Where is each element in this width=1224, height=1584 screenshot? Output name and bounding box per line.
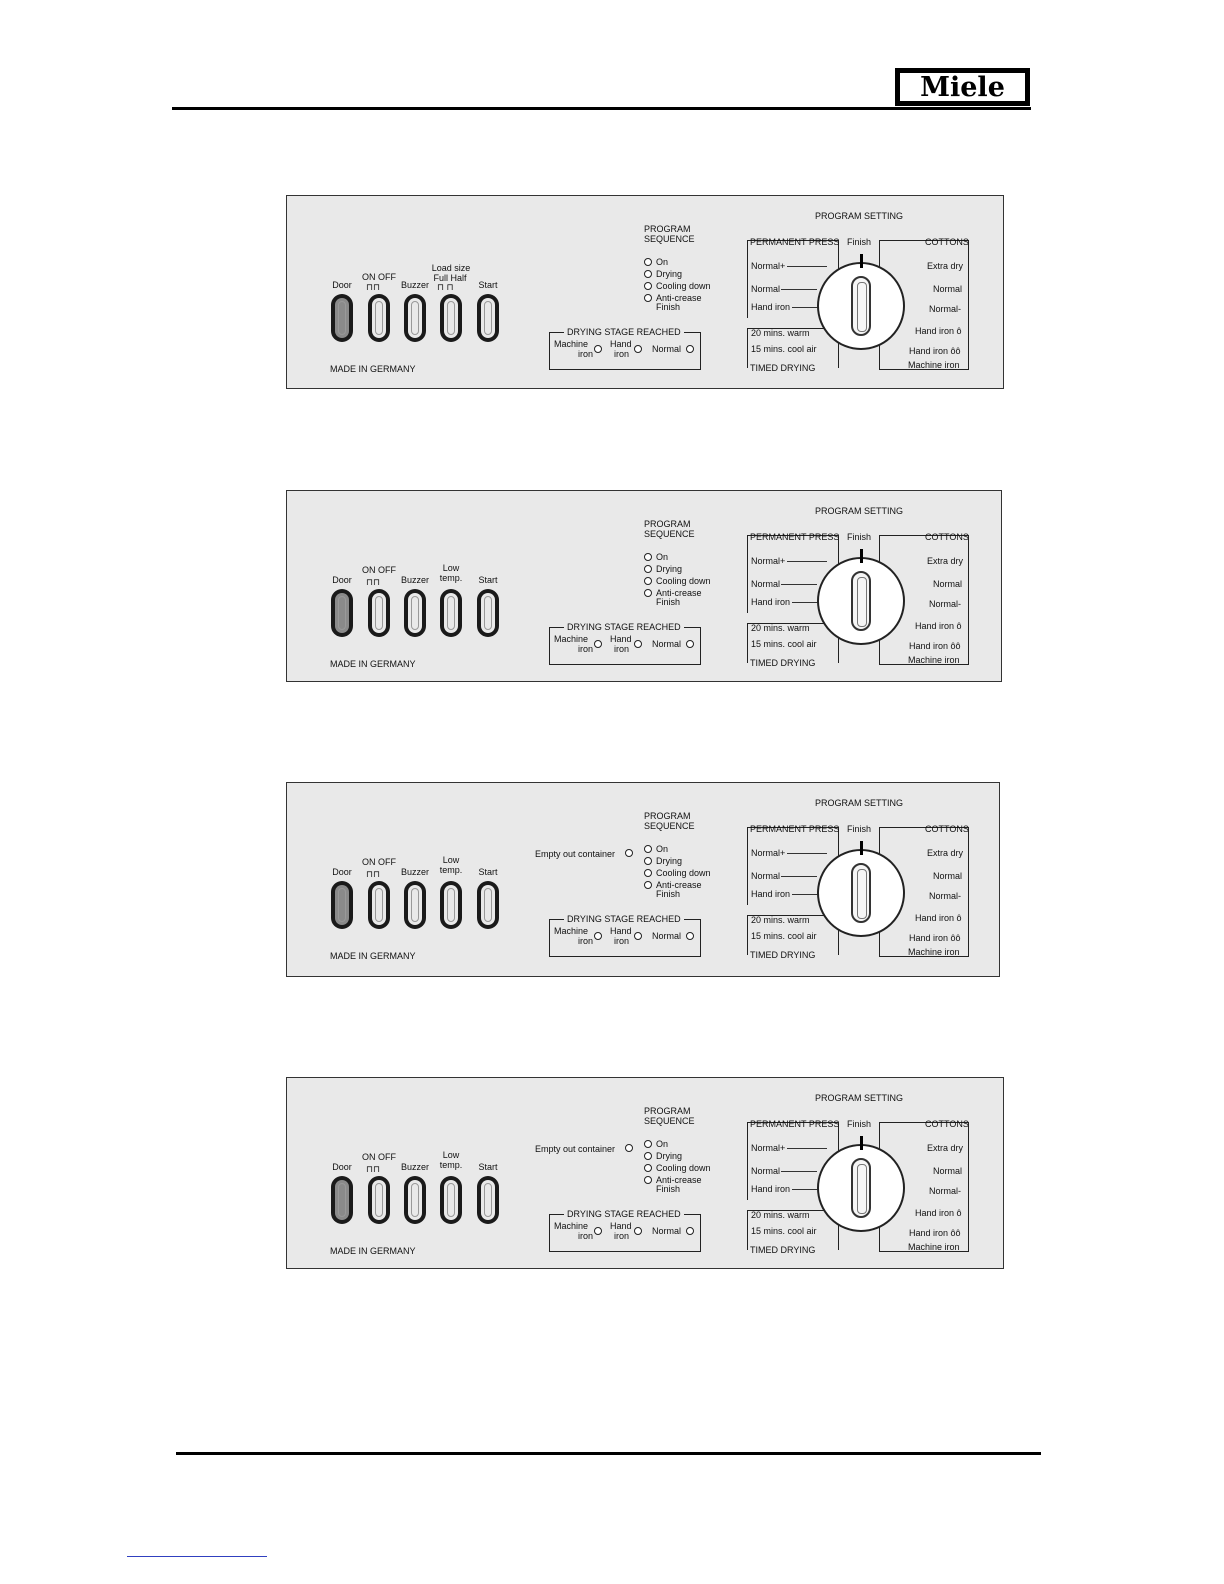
button-face xyxy=(375,1183,383,1217)
timed-15-mins-label: 15 mins. cool air xyxy=(751,1226,817,1236)
drying-stage-box xyxy=(549,622,701,665)
door-button-label: Door xyxy=(332,575,352,585)
button-face xyxy=(338,888,346,922)
seq-finish-label: Finish xyxy=(656,889,681,899)
right-normal-label: Normal xyxy=(933,1166,963,1176)
right-hand-iron-1-label: Hand iron ô xyxy=(915,621,962,631)
seq-cooling-down-label: Cooling down xyxy=(656,576,711,586)
program-sequence-title: PROGRAM xyxy=(644,1106,691,1116)
dial-knob xyxy=(851,1158,871,1218)
timed-15-mins-label: 15 mins. cool air xyxy=(751,344,817,354)
timed-20-mins-label: 20 mins. warm xyxy=(751,915,810,925)
on-off-button[interactable] xyxy=(368,589,390,637)
left-hand-iron-label: Hand iron xyxy=(751,889,791,899)
button-face xyxy=(447,301,455,335)
left-normal-tick xyxy=(781,1171,817,1172)
drying-stage-box xyxy=(549,327,701,370)
timed-20-mins-label: 20 mins. warm xyxy=(751,328,810,338)
seq-on-label: On xyxy=(656,552,669,562)
on-off-button-label: ON OFF xyxy=(362,857,396,867)
stage-machine-iron-label: Machine xyxy=(554,1221,589,1231)
option-button-label: Low temp. xyxy=(439,563,463,583)
permanent-press-label: PERMANENT PRESS xyxy=(750,824,840,834)
cottons-label: COTTONS xyxy=(925,1119,969,1129)
door-button-label: Door xyxy=(332,280,352,290)
program-sequence-title: PROGRAM xyxy=(644,519,691,529)
miele-logo xyxy=(895,68,1030,106)
control-panel-2 xyxy=(286,490,1002,682)
timed-15-mins-label: 15 mins. cool air xyxy=(751,931,817,941)
left-normal-label: Normal xyxy=(751,284,781,294)
drying-stage-title: DRYING STAGE REACHED xyxy=(564,1209,684,1219)
made-in-label: MADE IN GERMANY xyxy=(330,659,416,669)
button-face xyxy=(375,888,383,922)
right-hand-iron-2-label: Hand iron ôô xyxy=(909,933,961,943)
footer-rule xyxy=(176,1452,1041,1455)
timed-drying-label: TIMED DRYING xyxy=(750,658,816,668)
start-button[interactable] xyxy=(477,589,499,637)
seq-anti-crease-label: Anti-crease xyxy=(656,293,702,303)
seq-finish-label: Finish xyxy=(656,302,681,312)
stage-hand-iron-led xyxy=(634,1227,642,1235)
load-size-symbol-icon: ⊓ ⊓ xyxy=(437,282,454,292)
stage-normal-label: Normal xyxy=(652,639,682,649)
drying-stage-title: DRYING STAGE REACHED xyxy=(564,622,684,632)
door-button[interactable] xyxy=(331,1176,353,1224)
right-extra-dry-label: Extra dry xyxy=(927,1143,964,1153)
stage-normal-led xyxy=(686,932,694,940)
left-normal-label: Normal xyxy=(751,871,781,881)
seq-anti-crease-label: Anti-crease xyxy=(656,1175,702,1185)
button-face xyxy=(338,301,346,335)
timed-drying-label: TIMED DRYING xyxy=(750,950,816,960)
seq-anti-crease-led xyxy=(644,294,652,302)
left-normal-label: Normal xyxy=(751,579,781,589)
program-setting-title: PROGRAM SETTING xyxy=(815,211,904,221)
right-machine-iron-label: Machine iron xyxy=(908,947,960,957)
seq-drying-led xyxy=(644,857,652,865)
seq-cooling-down-label: Cooling down xyxy=(656,281,711,291)
button-face xyxy=(484,301,492,335)
load-size-sub-label: Full Half xyxy=(433,273,467,283)
seq-on-led xyxy=(644,258,652,266)
start-button-label: Start xyxy=(478,867,498,877)
on-off-button[interactable] xyxy=(368,1176,390,1224)
left-normal-plus-tick xyxy=(787,1148,827,1149)
stage-machine-iron-label-2: iron xyxy=(578,936,594,946)
option-button-label: Load size xyxy=(431,263,471,273)
seq-cooling-down-led xyxy=(644,282,652,290)
dial-knob xyxy=(851,863,871,923)
stage-hand-iron-label-2: iron xyxy=(614,349,630,359)
button-face xyxy=(484,888,492,922)
stage-hand-iron-label: Hand xyxy=(610,634,632,644)
door-button[interactable] xyxy=(331,294,353,342)
seq-on-led xyxy=(644,1140,652,1148)
seq-finish-label: Finish xyxy=(656,597,681,607)
stage-machine-iron-led xyxy=(594,640,602,648)
button-face xyxy=(411,596,419,630)
control-panel-3 xyxy=(286,782,1000,977)
seq-cooling-down-led xyxy=(644,1164,652,1172)
left-normal-plus-label: Normal+ xyxy=(751,556,786,566)
seq-drying-label: Drying xyxy=(656,1151,683,1161)
on-off-button-label: ON OFF xyxy=(362,1152,396,1162)
seq-anti-crease-led xyxy=(644,1176,652,1184)
stage-hand-iron-label-2: iron xyxy=(614,936,630,946)
stage-hand-iron-label-2: iron xyxy=(614,644,630,654)
seq-cooling-down-label: Cooling down xyxy=(656,1163,711,1173)
seq-finish-label: Finish xyxy=(656,1184,681,1194)
button-face xyxy=(484,1183,492,1217)
stage-machine-iron-label-2: iron xyxy=(578,1231,594,1241)
program-sequence-title-2: SEQUENCE xyxy=(644,821,695,831)
option-button[interactable] xyxy=(440,881,462,929)
timed-20-mins-label: 20 mins. warm xyxy=(751,1210,810,1220)
button-face xyxy=(338,1183,346,1217)
program-sequence-title: PROGRAM xyxy=(644,224,691,234)
permanent-press-label: PERMANENT PRESS xyxy=(750,237,840,247)
buzzer-button-label: Buzzer xyxy=(400,575,429,585)
drying-stage-title: DRYING STAGE REACHED xyxy=(564,914,684,924)
seq-anti-crease-label: Anti-crease xyxy=(656,588,702,598)
buzzer-button[interactable] xyxy=(404,294,426,342)
left-hand-iron-label: Hand iron xyxy=(751,1184,791,1194)
dial-pointer xyxy=(860,1136,863,1150)
seq-on-led xyxy=(644,845,652,853)
dial-knob xyxy=(851,571,871,631)
left-hand-iron-tick xyxy=(792,307,818,308)
made-in-label: MADE IN GERMANY xyxy=(330,364,416,374)
buzzer-button-label: Buzzer xyxy=(400,280,429,290)
right-normal-label: Normal xyxy=(933,579,963,589)
header-rule xyxy=(172,107,1031,110)
stage-machine-iron-label: Machine xyxy=(554,634,589,644)
dial-pointer xyxy=(860,254,863,268)
timed-20-mins-label: 20 mins. warm xyxy=(751,623,810,633)
seq-drying-label: Drying xyxy=(656,269,683,279)
on-off-button-label: ON OFF xyxy=(362,272,396,282)
left-hand-iron-label: Hand iron xyxy=(751,597,791,607)
permanent-press-label: PERMANENT PRESS xyxy=(750,532,840,542)
on-off-button[interactable] xyxy=(368,881,390,929)
stage-hand-iron-led xyxy=(634,932,642,940)
empty-container-label: Empty out container xyxy=(535,1144,616,1154)
stage-hand-iron-label: Hand xyxy=(610,339,632,349)
program-sequence-title-2: SEQUENCE xyxy=(644,1116,695,1126)
door-button[interactable] xyxy=(331,881,353,929)
on-off-button[interactable] xyxy=(368,294,390,342)
seq-drying-led xyxy=(644,565,652,573)
buzzer-button[interactable] xyxy=(404,881,426,929)
stage-normal-led xyxy=(686,345,694,353)
on-off-symbol-icon: ⊓⊓ xyxy=(366,869,381,879)
right-hand-iron-1-label: Hand iron ô xyxy=(915,913,962,923)
cottons-label: COTTONS xyxy=(925,824,969,834)
right-normal-label: Normal xyxy=(933,871,963,881)
stage-machine-iron-label-2: iron xyxy=(578,349,594,359)
program-sequence-title: PROGRAM xyxy=(644,811,691,821)
buzzer-button-label: Buzzer xyxy=(400,867,429,877)
right-extra-dry-label: Extra dry xyxy=(927,261,964,271)
stage-machine-iron-label: Machine xyxy=(554,926,589,936)
seq-cooling-down-led xyxy=(644,869,652,877)
option-button-label: Low temp. xyxy=(439,1150,463,1170)
option-button[interactable] xyxy=(440,1176,462,1224)
left-normal-label: Normal xyxy=(751,1166,781,1176)
right-normal-minus-label: Normal- xyxy=(929,891,962,901)
seq-cooling-down-label: Cooling down xyxy=(656,868,711,878)
stage-machine-iron-led xyxy=(594,345,602,353)
left-normal-tick xyxy=(781,876,817,877)
left-normal-plus-label: Normal+ xyxy=(751,1143,786,1153)
left-normal-tick xyxy=(781,289,817,290)
button-face xyxy=(447,596,455,630)
stage-machine-iron-label: Machine xyxy=(554,339,589,349)
stage-hand-iron-label: Hand xyxy=(610,926,632,936)
dial-pointer xyxy=(860,841,863,855)
right-hand-iron-1-label: Hand iron ô xyxy=(915,326,962,336)
left-normal-plus-tick xyxy=(787,561,827,562)
left-normal-plus-tick xyxy=(787,266,827,267)
empty-container-led xyxy=(625,1144,633,1152)
door-button[interactable] xyxy=(331,589,353,637)
right-machine-iron-label: Machine iron xyxy=(908,360,960,370)
empty-container-label: Empty out container xyxy=(535,849,616,859)
right-extra-dry-label: Extra dry xyxy=(927,848,964,858)
seq-on-label: On xyxy=(656,257,669,267)
seq-anti-crease-led xyxy=(644,589,652,597)
left-normal-plus-label: Normal+ xyxy=(751,848,786,858)
drying-stage-title: DRYING STAGE REACHED xyxy=(564,327,684,337)
right-hand-iron-1-label: Hand iron ô xyxy=(915,1208,962,1218)
program-setting-title: PROGRAM SETTING xyxy=(815,1093,904,1103)
dial-knob xyxy=(851,276,871,336)
finish-label: Finish xyxy=(847,532,872,542)
stage-normal-led xyxy=(686,1227,694,1235)
seq-anti-crease-led xyxy=(644,881,652,889)
seq-on-label: On xyxy=(656,844,669,854)
program-dial[interactable] xyxy=(817,849,905,937)
stage-hand-iron-label: Hand xyxy=(610,1221,632,1231)
program-dial[interactable] xyxy=(817,262,905,350)
right-machine-iron-label: Machine iron xyxy=(908,1242,960,1252)
button-face xyxy=(411,1183,419,1217)
program-setting-title: PROGRAM SETTING xyxy=(815,798,904,808)
control-panel-4 xyxy=(286,1077,1004,1269)
button-face xyxy=(375,596,383,630)
drying-stage-box xyxy=(549,1209,701,1252)
stage-normal-led xyxy=(686,640,694,648)
stage-normal-label: Normal xyxy=(652,931,682,941)
made-in-label: MADE IN GERMANY xyxy=(330,1246,416,1256)
program-sequence-title-2: SEQUENCE xyxy=(644,529,695,539)
option-button[interactable] xyxy=(440,294,462,342)
seq-drying-led xyxy=(644,270,652,278)
stage-hand-iron-label-2: iron xyxy=(614,1231,630,1241)
drying-stage-box xyxy=(549,914,701,957)
on-off-symbol-icon: ⊓⊓ xyxy=(366,282,381,292)
button-face xyxy=(338,596,346,630)
left-hand-iron-tick xyxy=(792,602,818,603)
door-button-label: Door xyxy=(332,867,352,877)
left-hand-iron-label: Hand iron xyxy=(751,302,791,312)
stage-normal-label: Normal xyxy=(652,1226,682,1236)
cottons-label: COTTONS xyxy=(925,237,969,247)
left-normal-plus-label: Normal+ xyxy=(751,261,786,271)
seq-anti-crease-label: Anti-crease xyxy=(656,880,702,890)
button-face xyxy=(447,1183,455,1217)
right-normal-minus-label: Normal- xyxy=(929,1186,962,1196)
option-button-label: Low temp. xyxy=(439,855,463,875)
finish-label: Finish xyxy=(847,1119,872,1129)
empty-container-led xyxy=(625,849,633,857)
program-dial[interactable] xyxy=(817,1144,905,1232)
seq-on-label: On xyxy=(656,1139,669,1149)
buzzer-button[interactable] xyxy=(404,589,426,637)
stage-machine-iron-label-2: iron xyxy=(578,644,594,654)
button-face xyxy=(484,596,492,630)
seq-drying-label: Drying xyxy=(656,564,683,574)
button-face xyxy=(447,888,455,922)
timed-drying-label: TIMED DRYING xyxy=(750,1245,816,1255)
on-off-button-label: ON OFF xyxy=(362,565,396,575)
right-machine-iron-label: Machine iron xyxy=(908,655,960,665)
buzzer-button-label: Buzzer xyxy=(400,1162,429,1172)
right-normal-minus-label: Normal- xyxy=(929,304,962,314)
start-button[interactable] xyxy=(477,881,499,929)
on-off-symbol-icon: ⊓⊓ xyxy=(366,1164,381,1174)
control-panel-1 xyxy=(286,195,1004,389)
timed-15-mins-label: 15 mins. cool air xyxy=(751,639,817,649)
button-face xyxy=(375,301,383,335)
door-button-label: Door xyxy=(332,1162,352,1172)
seq-drying-label: Drying xyxy=(656,856,683,866)
on-off-symbol-icon: ⊓⊓ xyxy=(366,577,381,587)
right-extra-dry-label: Extra dry xyxy=(927,556,964,566)
program-dial[interactable] xyxy=(817,557,905,645)
right-hand-iron-2-label: Hand iron ôô xyxy=(909,1228,961,1238)
made-in-label: MADE IN GERMANY xyxy=(330,951,416,961)
seq-on-led xyxy=(644,553,652,561)
stage-normal-label: Normal xyxy=(652,344,682,354)
right-hand-iron-2-label: Hand iron ôô xyxy=(909,641,961,651)
button-face xyxy=(411,888,419,922)
right-normal-label: Normal xyxy=(933,284,963,294)
start-button-label: Start xyxy=(478,280,498,290)
left-hand-iron-tick xyxy=(792,1189,818,1190)
start-button[interactable] xyxy=(477,294,499,342)
right-normal-minus-label: Normal- xyxy=(929,599,962,609)
permanent-press-label: PERMANENT PRESS xyxy=(750,1119,840,1129)
finish-label: Finish xyxy=(847,824,872,834)
seq-cooling-down-led xyxy=(644,577,652,585)
program-sequence-title-2: SEQUENCE xyxy=(644,234,695,244)
stage-hand-iron-led xyxy=(634,640,642,648)
left-hand-iron-tick xyxy=(792,894,818,895)
button-face xyxy=(411,301,419,335)
finish-label: Finish xyxy=(847,237,872,247)
logo-text: Miele xyxy=(920,71,1005,103)
start-button-label: Start xyxy=(478,1162,498,1172)
left-normal-plus-tick xyxy=(787,853,827,854)
option-button[interactable] xyxy=(440,589,462,637)
stage-machine-iron-led xyxy=(594,932,602,940)
cottons-label: COTTONS xyxy=(925,532,969,542)
stage-machine-iron-led xyxy=(594,1227,602,1235)
stage-hand-iron-led xyxy=(634,345,642,353)
footer-link-underline xyxy=(127,1556,267,1557)
start-button-label: Start xyxy=(478,575,498,585)
dial-pointer xyxy=(860,549,863,563)
left-normal-tick xyxy=(781,584,817,585)
start-button[interactable] xyxy=(477,1176,499,1224)
buzzer-button[interactable] xyxy=(404,1176,426,1224)
program-setting-title: PROGRAM SETTING xyxy=(815,506,904,516)
right-hand-iron-2-label: Hand iron ôô xyxy=(909,346,961,356)
timed-drying-label: TIMED DRYING xyxy=(750,363,816,373)
seq-drying-led xyxy=(644,1152,652,1160)
